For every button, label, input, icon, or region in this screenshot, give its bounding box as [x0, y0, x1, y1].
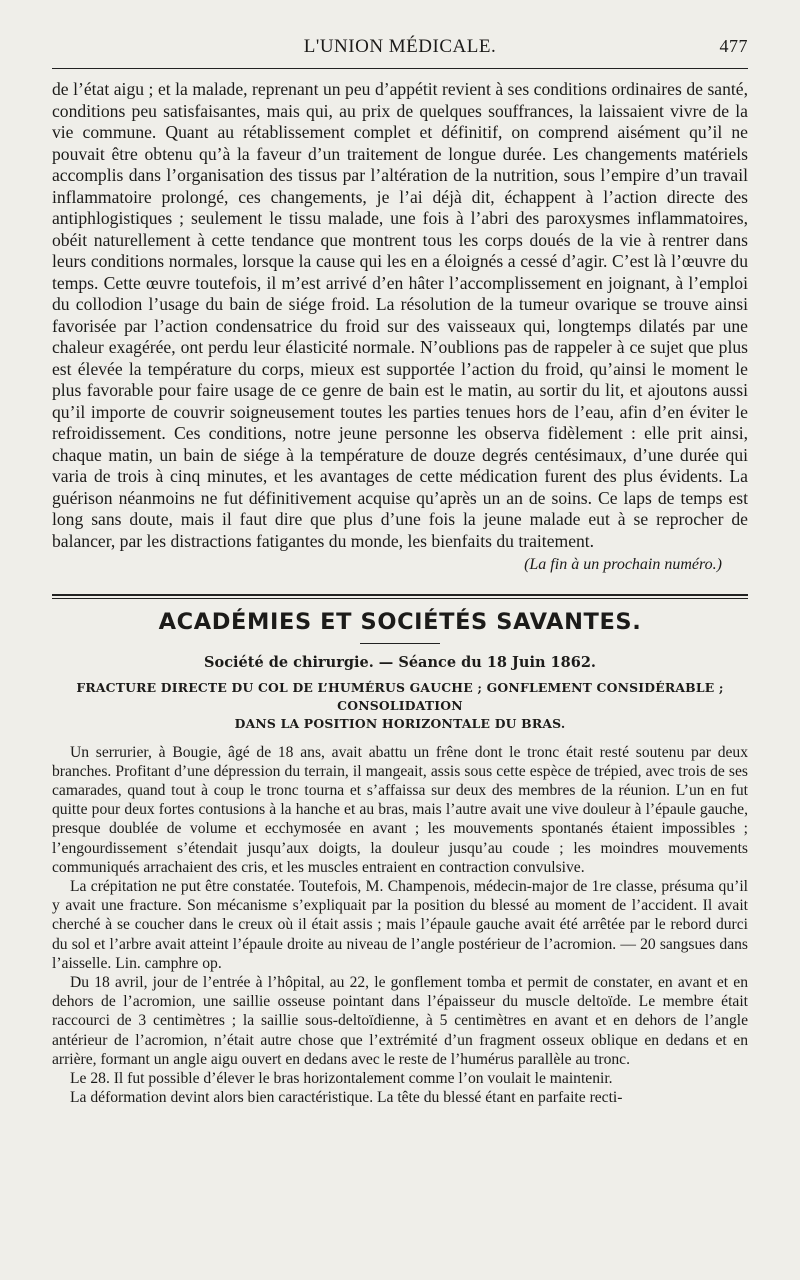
- case-paragraph: La crépitation ne put être constatée. Toutefois, M. Champenois, médecin-major de 1re classe, présuma qu’il y avait une fracture. Son mécanisme s’expliquait par la position du blessé au moment de l’accident. Il avait cherché à se coucher dans le creux où il était assis ; mais l’épaule gauche avait été arrêtée par le rebord durci du sol et l’arbre avait atteint l’épaule droite au niveau de l’angle postérieur de l’acromion. — 20 sangsues dans l’aisselle. Lin. camphre op.: [52, 877, 748, 972]
- journal-title: L'UNION MÉDICALE.: [303, 36, 497, 57]
- case-heading-line-1: FRACTURE DIRECTE DU COL DE L’HUMÉRUS GAUCHE ; GONFLEMENT CONSIDÉRABLE ; CONSOLIDATION: [76, 679, 724, 713]
- case-paragraph: Un serrurier, à Bougie, âgé de 18 ans, avait abattu un frêne dont le tronc était resté soutenu par deux branches. Profitant d’une dépression du terrain, il mangeait, assis sous cette espèce de trépied, avec trois de ses camarades, quand tout à coup le tronc tourna et s’affaissa sur deux des membres de la réunion. L’un en fut quitte pour deux fortes contusions à la hanche et au bras, mais l’autre avait une vive douleur à l’épaule gauche, presque doublée de volume et ecchymosée en avant ; les mouvements spontanés étaient impossibles ; l’engourdissement s’étendait jusqu’aux doigts, la douleur jusqu’au coude ; les moindres mouvements communiqués arrachaient des cris, et les muscles entraient en contraction convulsive.: [52, 743, 748, 876]
- title-underline: [360, 643, 440, 644]
- section-divider: [52, 594, 748, 599]
- continuation-note: (La fin à un prochain numéro.): [524, 556, 722, 573]
- section-title: ACADÉMIES ET SOCIÉTÉS SAVANTES.: [158, 608, 642, 635]
- case-heading-line-2: DANS LA POSITION HORIZONTALE DU BRAS.: [234, 715, 566, 731]
- running-head: [52, 36, 748, 62]
- case-heading: [52, 679, 748, 733]
- case-paragraph: La déformation devint alors bien caractéristique. La tête du blessé étant en parfaite recti-: [70, 1089, 623, 1107]
- page-number: 477: [719, 36, 748, 56]
- article-continuation: [52, 79, 748, 576]
- case-paragraph: Du 18 avril, jour de l’entrée à l’hôpital, au 22, le gonflement tomba et permit de constater, en avant et en dehors de l’acromion, une saillie osseuse pointant dans l’épaisseur du muscle deltoïde. Le membre était raccourci de 3 centimètres ; la saillie sous-deltoïdienne, à 5 centimètres en avant et en dehors de l’angle antérieur de l’acromion, n’était autre chose que l’extrémité d’un fragment osseux oblique en dedans et en arrière, formant un angle aigu ouvert en dedans avec le reste de l’humérus parallèle au tronc.: [52, 973, 748, 1068]
- case-report: [52, 743, 748, 1108]
- continuation-paragraph: de l’état aigu ; et la malade, reprenant un peu d’appétit revient à ses conditions ordinaires de santé, conditions peu satisfaisantes, mais qui, au prix de quelques souffrances, la laissaient vivre de la vie commune. Quant au rétablissement complet et définitif, on comprend aisément qu’il ne pouvait être obtenu qu’à la faveur d’un traitement de longue durée. Les changements matériels accomplis dans l’organisation des tissus par l’altération de la nutrition, sous l’empire d’un travail inflammatoire prolongé, ces changements, je l’ai déjà dit, échappent à l’action directe des antiphlogistiques ; seulement le tissu malade, une fois à l’abri des paroxysmes inflammatoires, obéit naturellement à cette tendance que montrent tous les corps doués de la vie à rentrer dans leurs conditions normales, lorsque la cause qui les en a éloignés a cessé d’agir. C’est là l’œuvre du temps. Cette œuvre toutefois, il m’est arrivé d’en hâter l’accomplissement en joignant, à l’emploi du collodion l’usage du bain de siége froid. La résolution de la tumeur ovarique se trouve ainsi favorisée par l’action condensatrice du froid sur des vaisseaux qui, longtemps dilatés par une chaleur exagérée, ont perdu leur élasticité normale. N’oublions pas de rappeler à ce sujet que plus est élevée la température du corps, mieux est supportée l’action du froid, qu’ainsi le moment le plus favorable pour faire usage de ce genre de bain est le matin, au sortir du lit, et ajoutons aussi qu’il importe de couvrir soigneusement toutes les parties tenues hors de l’eau, afin d’en éviter le refroidissement. Ces conditions, notre jeune personne les observa fidèlement : elle prit ainsi, chaque matin, un bain de siége à la température de douze degrés centésimaux, d’une durée qui varia de trois à cinq minutes, et les avantages de cette médication furent des plus évidents. La guérison néanmoins ne fut définitivement acquise qu’après un an de soins. Ce laps de temps est long sans doute, mais il faut dire que plus d’une fois la jeune malade eut à se reprocher de balancer, par les distractions fatigantes du monde, les bienfaits du traitement.: [52, 79, 748, 551]
- case-paragraph: Le 28. Il fut possible d’élever le bras horizontalement comme l’on voulait le maintenir.: [70, 1069, 613, 1087]
- society-session-line: Société de chirurgie. — Séance du 18 Juin 1862.: [204, 653, 596, 671]
- header-rule: [52, 68, 748, 69]
